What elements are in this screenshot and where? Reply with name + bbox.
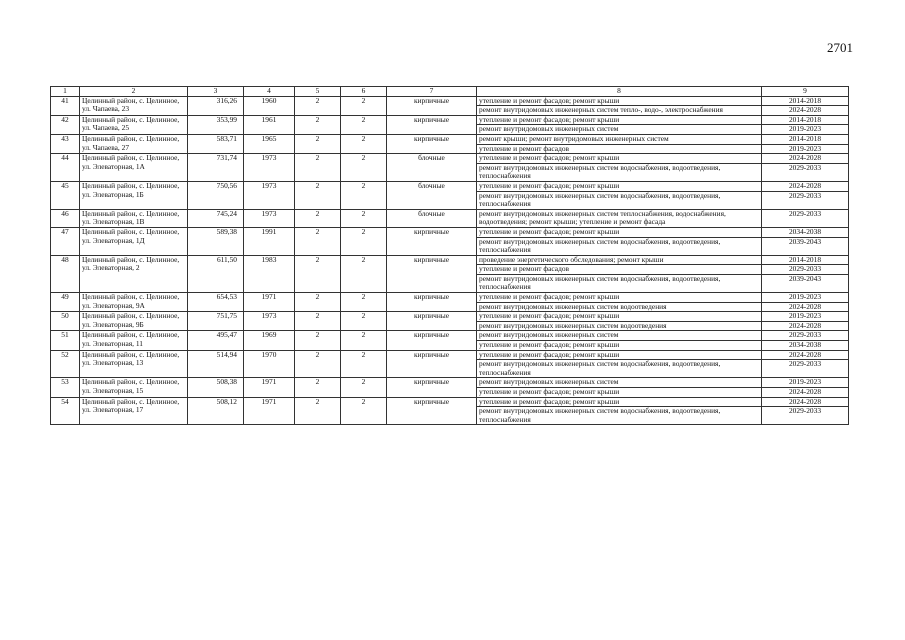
address-cell: Целинный район, с. Целинное, ул. Элеваторная, 2 (80, 255, 188, 292)
header-cell: 1 (51, 87, 80, 97)
year-cell: 1971 (244, 378, 295, 397)
area-cell: 508,38 (188, 378, 244, 397)
header-cell: 5 (295, 87, 341, 97)
period-cell: 2019-2023 (762, 293, 849, 303)
year-cell: 1971 (244, 397, 295, 425)
table-row (51, 115, 849, 125)
period-cell: 2019-2023 (762, 125, 849, 135)
year-cell: 1973 (244, 209, 295, 227)
period-cell: 2029-2033 (762, 407, 849, 425)
period-cell: 2024-2028 (762, 106, 849, 116)
period-cell: 2029-2033 (762, 331, 849, 341)
col6-cell: 2 (341, 134, 387, 153)
work-cell: ремонт внутридомовых инженерных систем водоснабжения, водоотведения, теплоснабжения (477, 191, 762, 209)
period-cell: 2029-2033 (762, 191, 849, 209)
table-row (51, 293, 849, 303)
work-cell: ремонт внутридомовых инженерных систем тепло-, водо-, электроснабжения (477, 106, 762, 116)
table-row (51, 154, 849, 164)
col5-cell: 2 (295, 96, 341, 115)
col5-cell: 2 (295, 397, 341, 425)
col6-cell: 2 (341, 312, 387, 331)
work-cell: утепление и ремонт фасадов; ремонт крыши (477, 293, 762, 303)
header-cell: 3 (188, 87, 244, 97)
row-number: 42 (51, 115, 80, 134)
work-cell: утепление и ремонт фасадов; ремонт крыши (477, 96, 762, 106)
table-row (51, 378, 849, 388)
header-cell: 7 (387, 87, 477, 97)
address-cell: Целинный район, с. Целинное, ул. Элеваторная, 1В (80, 209, 188, 227)
work-cell: ремонт внутридомовых инженерных систем (477, 331, 762, 341)
housing-repair-table (50, 86, 849, 425)
header-cell: 9 (762, 87, 849, 97)
period-cell: 2014-2018 (762, 255, 849, 265)
page-number: 2701 (827, 40, 853, 55)
col6-cell: 2 (341, 181, 387, 209)
row-number: 49 (51, 293, 80, 312)
col6-cell: 2 (341, 209, 387, 227)
period-cell: 2039-2043 (762, 237, 849, 255)
area-cell: 514,94 (188, 350, 244, 378)
table-row (51, 350, 849, 360)
work-cell: утепление и ремонт фасадов; ремонт крыши (477, 227, 762, 237)
area-cell: 583,71 (188, 134, 244, 153)
year-cell: 1973 (244, 312, 295, 331)
col6-cell: 2 (341, 96, 387, 115)
year-cell: 1991 (244, 227, 295, 255)
col5-cell: 2 (295, 227, 341, 255)
col5-cell: 2 (295, 209, 341, 227)
table-row (51, 397, 849, 407)
row-number: 45 (51, 181, 80, 209)
header-row (51, 87, 849, 97)
row-number: 50 (51, 312, 80, 331)
col6-cell: 2 (341, 378, 387, 397)
address-cell: Целинный район, с. Целинное, ул. Элеваторная, 15 (80, 378, 188, 397)
year-cell: 1973 (244, 154, 295, 182)
period-cell: 2014-2018 (762, 96, 849, 106)
table-body (51, 96, 849, 425)
col5-cell: 2 (295, 154, 341, 182)
period-cell: 2024-2028 (762, 350, 849, 360)
address-cell: Целинный район, с. Целинное, ул. Элеваторная, 17 (80, 397, 188, 425)
work-cell: ремонт внутридомовых инженерных систем водоснабжения, водоотведения, теплоснабжения (477, 237, 762, 255)
row-number: 54 (51, 397, 80, 425)
work-cell: ремонт внутридомовых инженерных систем водоснабжения, водоотведения, теплоснабжения (477, 360, 762, 378)
work-cell: утепление и ремонт фасадов; ремонт крыши (477, 312, 762, 322)
table-row (51, 312, 849, 322)
address-cell: Целинный район, с. Целинное, ул. Чапаева, 25 (80, 115, 188, 134)
col6-cell: 2 (341, 350, 387, 378)
period-cell: 2024-2028 (762, 302, 849, 312)
period-cell: 2034-2038 (762, 227, 849, 237)
period-cell: 2029-2033 (762, 265, 849, 275)
row-number: 43 (51, 134, 80, 153)
year-cell: 1965 (244, 134, 295, 153)
col6-cell: 2 (341, 154, 387, 182)
table-row (51, 227, 849, 237)
address-cell: Целинный район, с. Целинное, ул. Элеваторная, 11 (80, 331, 188, 350)
row-number: 44 (51, 154, 80, 182)
row-number: 47 (51, 227, 80, 255)
material-cell: кирпичные (387, 331, 477, 350)
address-cell: Целинный район, с. Целинное, ул. Элеваторная, 13 (80, 350, 188, 378)
col6-cell: 2 (341, 255, 387, 292)
period-cell: 2014-2018 (762, 115, 849, 125)
address-cell: Целинный район, с. Целинное, ул. Чапаева, 27 (80, 134, 188, 153)
period-cell: 2019-2023 (762, 312, 849, 322)
year-cell: 1970 (244, 350, 295, 378)
period-cell: 2024-2028 (762, 181, 849, 191)
header-cell: 2 (80, 87, 188, 97)
col5-cell: 2 (295, 331, 341, 350)
area-cell: 495,47 (188, 331, 244, 350)
work-cell: утепление и ремонт фасадов; ремонт крыши (477, 397, 762, 407)
material-cell: кирпичные (387, 134, 477, 153)
col5-cell: 2 (295, 115, 341, 134)
work-cell: ремонт внутридомовых инженерных систем водоснабжения, водоотведения, теплоснабжения (477, 163, 762, 181)
address-cell: Целинный район, с. Целинное, ул. Элеваторная, 9Б (80, 312, 188, 331)
col5-cell: 2 (295, 181, 341, 209)
period-cell: 2019-2023 (762, 144, 849, 154)
work-cell: утепление и ремонт фасадов; ремонт крыши (477, 154, 762, 164)
col6-cell: 2 (341, 331, 387, 350)
area-cell: 745,24 (188, 209, 244, 227)
work-cell: ремонт внутридомовых инженерных систем водоотведения (477, 302, 762, 312)
row-number: 51 (51, 331, 80, 350)
row-number: 48 (51, 255, 80, 292)
address-cell: Целинный район, с. Целинное, ул. Элеваторная, 1Д (80, 227, 188, 255)
col6-cell: 2 (341, 397, 387, 425)
work-cell: ремонт внутридомовых инженерных систем водоотведения (477, 321, 762, 331)
area-cell: 316,26 (188, 96, 244, 115)
work-cell: утепление и ремонт фасадов; ремонт крыши (477, 350, 762, 360)
work-cell: утепление и ремонт фасадов (477, 265, 762, 275)
year-cell: 1969 (244, 331, 295, 350)
material-cell: кирпичные (387, 350, 477, 378)
area-cell: 589,38 (188, 227, 244, 255)
address-cell: Целинный район, с. Целинное, ул. Чапаева, 23 (80, 96, 188, 115)
work-cell: утепление и ремонт фасадов; ремонт крыши (477, 115, 762, 125)
area-cell: 751,75 (188, 312, 244, 331)
period-cell: 2024-2028 (762, 321, 849, 331)
row-number: 41 (51, 96, 80, 115)
table-row (51, 255, 849, 265)
work-cell: ремонт внутридомовых инженерных систем теплоснабжения, водоснабжения, водоотведения; ремонт крыши; утепление и ремонт фасада (477, 209, 762, 227)
period-cell: 2039-2043 (762, 274, 849, 292)
period-cell: 2029-2033 (762, 360, 849, 378)
material-cell: кирпичные (387, 397, 477, 425)
header-cell: 6 (341, 87, 387, 97)
row-number: 53 (51, 378, 80, 397)
work-cell: утепление и ремонт фасадов; ремонт крыши (477, 181, 762, 191)
area-cell: 611,50 (188, 255, 244, 292)
col5-cell: 2 (295, 378, 341, 397)
work-cell: утепление и ремонт фасадов (477, 144, 762, 154)
work-cell: ремонт крыши; ремонт внутридомовых инженерных систем (477, 134, 762, 144)
period-cell: 2014-2018 (762, 134, 849, 144)
address-cell: Целинный район, с. Целинное, ул. Элеваторная, 1Б (80, 181, 188, 209)
period-cell: 2024-2028 (762, 154, 849, 164)
area-cell: 353,99 (188, 115, 244, 134)
year-cell: 1983 (244, 255, 295, 292)
table-row (51, 331, 849, 341)
table-row (51, 209, 849, 227)
area-cell: 654,53 (188, 293, 244, 312)
area-cell: 750,56 (188, 181, 244, 209)
year-cell: 1961 (244, 115, 295, 134)
area-cell: 731,74 (188, 154, 244, 182)
work-cell: утепление и ремонт фасадов; ремонт крыши (477, 341, 762, 351)
material-cell: кирпичные (387, 115, 477, 134)
header-cell: 8 (477, 87, 762, 97)
year-cell: 1960 (244, 96, 295, 115)
material-cell: блочные (387, 209, 477, 227)
header-cell: 4 (244, 87, 295, 97)
year-cell: 1971 (244, 293, 295, 312)
address-cell: Целинный район, с. Целинное, ул. Элеваторная, 1А (80, 154, 188, 182)
col5-cell: 2 (295, 255, 341, 292)
material-cell: блочные (387, 154, 477, 182)
col5-cell: 2 (295, 312, 341, 331)
work-cell: ремонт внутридомовых инженерных систем (477, 125, 762, 135)
col6-cell: 2 (341, 293, 387, 312)
col5-cell: 2 (295, 293, 341, 312)
material-cell: блочные (387, 181, 477, 209)
period-cell: 2034-2038 (762, 341, 849, 351)
period-cell: 2019-2023 (762, 378, 849, 388)
work-cell: ремонт внутридомовых инженерных систем водоснабжения, водоотведения, теплоснабжения (477, 274, 762, 292)
work-cell: ремонт внутридомовых инженерных систем (477, 378, 762, 388)
work-cell: утепление и ремонт фасадов; ремонт крыши (477, 388, 762, 398)
area-cell: 508,12 (188, 397, 244, 425)
period-cell: 2024-2028 (762, 388, 849, 398)
col6-cell: 2 (341, 227, 387, 255)
work-cell: проведение энергетического обследования; ремонт крыши (477, 255, 762, 265)
year-cell: 1973 (244, 181, 295, 209)
table-row (51, 96, 849, 106)
material-cell: кирпичные (387, 255, 477, 292)
period-cell: 2029-2033 (762, 163, 849, 181)
col5-cell: 2 (295, 350, 341, 378)
col6-cell: 2 (341, 115, 387, 134)
period-cell: 2024-2028 (762, 397, 849, 407)
row-number: 52 (51, 350, 80, 378)
material-cell: кирпичные (387, 312, 477, 331)
work-cell: ремонт внутридомовых инженерных систем водоснабжения, водоотведения, теплоснабжения (477, 407, 762, 425)
material-cell: кирпичные (387, 227, 477, 255)
address-cell: Целинный район, с. Целинное, ул. Элеваторная, 9А (80, 293, 188, 312)
row-number: 46 (51, 209, 80, 227)
material-cell: кирпичные (387, 378, 477, 397)
material-cell: кирпичные (387, 293, 477, 312)
period-cell: 2029-2033 (762, 209, 849, 227)
col5-cell: 2 (295, 134, 341, 153)
table-row (51, 134, 849, 144)
material-cell: кирпичные (387, 96, 477, 115)
table-row (51, 181, 849, 191)
